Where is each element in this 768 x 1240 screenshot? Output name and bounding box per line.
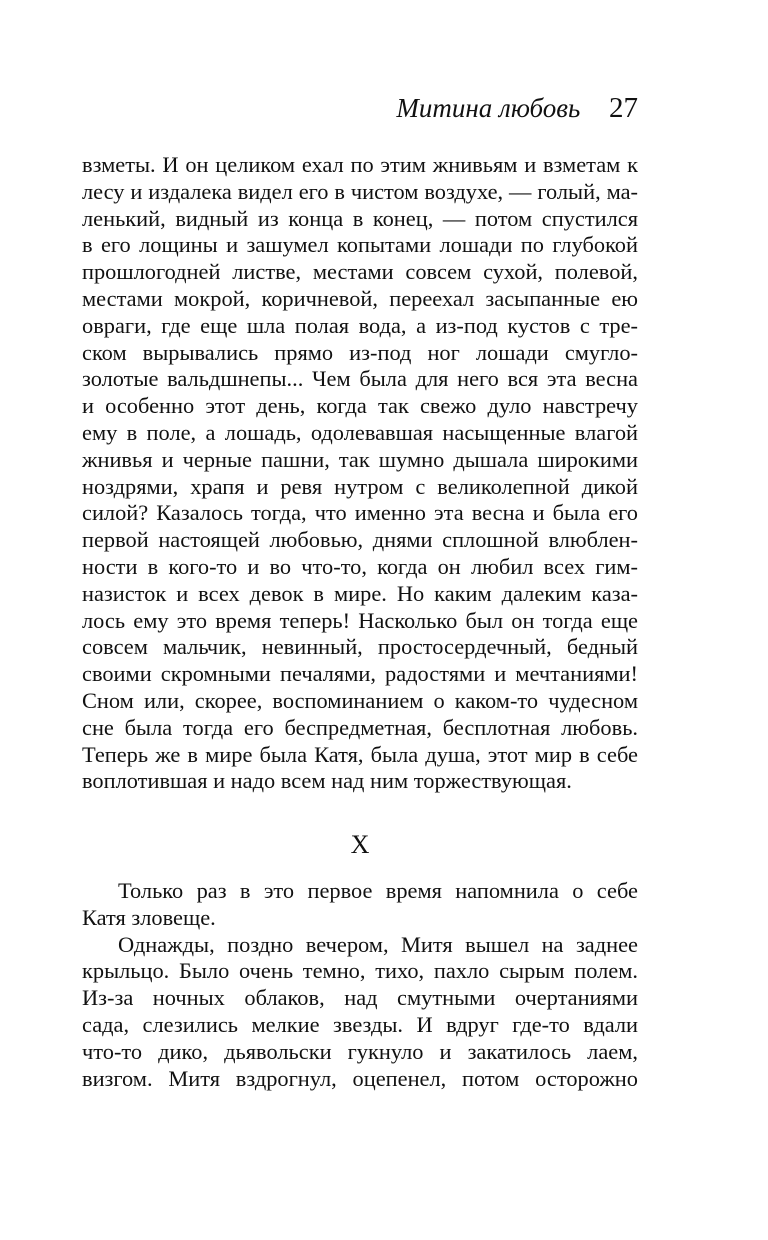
text-line: ском вырывались прямо из-под ног лошади смугло- [82,339,638,365]
text-line: золотые вальдшнепы... Чем была для него вся эта весна [82,366,638,392]
text-line: ноздрями, храпя и ревя нутром с великолепной дикой [82,473,638,499]
text-line: ему в поле, а лошадь, одолевавшая насыщенные влагой [82,419,638,445]
text-line: сада, слезились мелкие звезды. И вдруг где-то вдали [82,1011,638,1037]
text-line: овраги, где еще шла полая вода, а из-под кустов с тре- [82,312,638,338]
continued-paragraph [82,152,638,795]
text-line: Теперь же в мире была Катя, была душа, этот мир в себе [82,741,638,767]
text-line: Только раз в это первое время напомнила о себе [118,878,638,903]
text-line: силой? Казалось тогда, что именно эта весна и была его [82,500,638,526]
text-line: первой настоящей любовью, днями сплошной влюблен- [82,527,638,553]
text-line: взметы. И он целиком ехал по этим жнивьям и взметам к [82,152,638,177]
text-line: Однажды, поздно вечером, Митя вышел на заднее [118,931,638,957]
page-number: 27 [609,92,638,124]
running-title: Митина любовь [396,93,581,123]
text-line: визгом. Митя вздрогнул, оцепенел, потом осторожно [82,1065,638,1091]
text-line: Из-за ночных облаков, над смутными очертаниями [82,985,638,1011]
chapter-body [82,878,638,1092]
text-line: воплотившая и надо всем над ним торжествующая. [82,768,572,794]
text-line: ности в кого-то и во что-то, когда он любил всех гим- [82,553,638,579]
text-line: прошлогодней листве, местами совсем сухой, полевой, [82,259,638,285]
text-line: местами мокрой, коричневой, переехал засыпанные ею [82,285,638,311]
text-line: Катя зловеще. [82,904,216,930]
chapter-heading: X [350,830,370,859]
text-line: лесу и издалека видел его в чистом воздухе, — голый, ма- [82,178,638,204]
text-line: своими скромными печалями, радостями и мечтаниями! [82,661,638,687]
text-line: и особенно этот день, когда так свежо дуло навстречу [82,393,638,419]
text-line: сне была тогда его беспредметная, бесплотная любовь. [82,714,638,740]
text-line: жнивья и черные пашни, так шумно дышала широкими [82,446,638,472]
text-line: крыльцо. Было очень темно, тихо, пахло сырым полем. [82,958,638,984]
running-header [396,92,638,124]
text-line: в его лощины и зашумел копытами лошади по глубокой [82,232,638,258]
text-line: назисток и всех девок в мире. Но каким далеким каза- [82,580,638,606]
text-line: Сном или, скорее, воспоминанием о каком-то чудесном [82,687,638,713]
text-line: совсем мальчик, невинный, простосердечный, бедный [82,634,638,660]
text-line: ленький, видный из конца в конец, — потом спустился [82,205,638,231]
text-line: что-то дико, дьявольски гукнуло и закатилось лаем, [82,1038,638,1064]
text-line: лось ему это время теперь! Насколько был он тогда еще [82,607,638,633]
